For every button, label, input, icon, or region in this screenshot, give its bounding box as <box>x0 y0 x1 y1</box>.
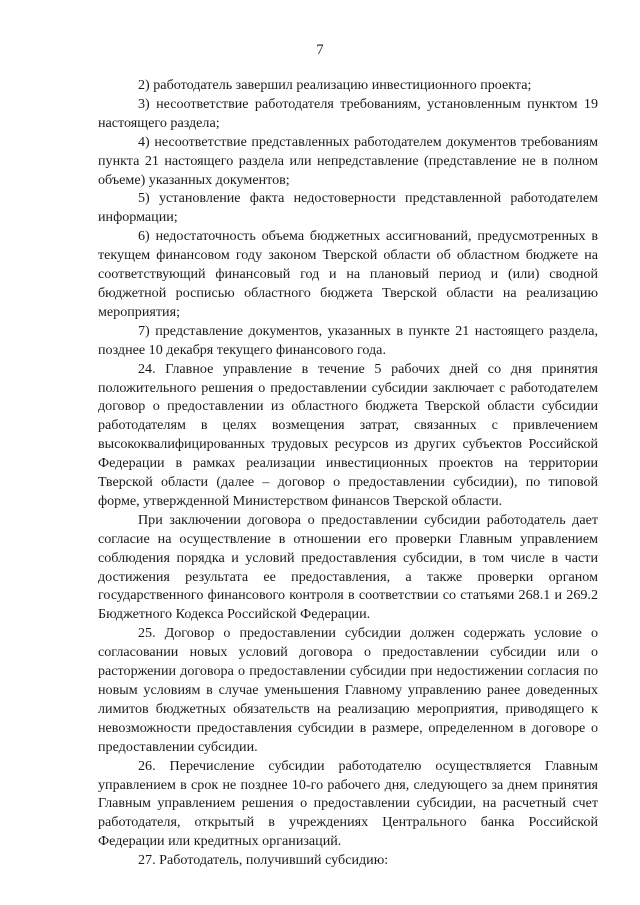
clause-27: 27. Работодатель, получивший субсидию: <box>138 852 389 869</box>
clause-25: 25. Договор о предоставлении субсидии должен содержать условие о согласовании новых условий договора о предоставлении субсидии или о расторжении договора о предоставлении субсидии при недостижении согласия по новым условиям в случае уменьшения Главному управлению ранее доведенных лимитов бюджетных обязательств на реализацию мероприятия, приводящего к невозможности предоставления субсидии в размере, определенном в договоре о предоставлении субсидии. <box>98 625 598 755</box>
list-item-7: 7) представление документов, указанных в пункте 21 настоящего раздела, позднее 10 декабря текущего финансового года. <box>98 322 598 358</box>
list-item-4: 4) несоответствие представленных работодателем документов требованиям пункта 21 настоящего раздела или непредставление (представление не в полном объеме) указанных документов; <box>98 133 598 188</box>
list-item-2: 2) работодатель завершил реализацию инвестиционного проекта; <box>138 77 532 93</box>
page-number: 7 <box>316 42 324 58</box>
clause-24-continuation: При заключении договора о предоставлении субсидии работодатель дает согласие на осуществление в отношении его проверки Главным управлением соблюдения порядка и условий предоставления субсидии, в том числе в части достижения результата ее предоставления, а также проверки органом государственного финансового контроля в соответствии со статьями 268.1 и 269.2 Бюджетного Кодекса Российской Федерации. <box>98 511 598 623</box>
list-item-6: 6) недостаточность объема бюджетных ассигнований, предусмотренных в текущем финансовом году законом Тверской области об областном бюджете на соответствующий финансовый год и на плановый период и (или) сводной бюджетной росписью областного бюджета Тверской области на реализацию мероприятия; <box>98 228 598 320</box>
list-item-5: 5) установление факта недостоверности представленной работодателем информации; <box>98 190 598 226</box>
list-item-3: 3) несоответствие работодателя требованиям, установленным пунктом 19 настоящего раздела; <box>98 95 598 131</box>
clause-26: 26. Перечисление субсидии работодателю осуществляется Главным управлением в срок не позднее 10-го рабочего дня, следующего за днем принятия Главным управлением решения о предоставлении субсидии, на расчетный счет работодателя, открытый в учреждениях Центрального банка Российской Федерации или кредитных организаций. <box>98 757 598 850</box>
document-body <box>98 76 598 870</box>
clause-24: 24. Главное управление в течение 5 рабочих дней со дня принятия положительного решения о предоставлении субсидии заключает с работодателем договор о предоставлении из областного бюджета Тверской области субсидии работодателям в целях возмещения затрат, связанных с привлечением высококвалифицированных трудовых ресурсов из других субъектов Российской Федерации в рамках реализации инвестиционных проектов на территории Тверской области (далее – договор о предоставлении субсидии), по типовой форме, утвержденной Министерством финансов Тверской области. <box>98 360 598 509</box>
